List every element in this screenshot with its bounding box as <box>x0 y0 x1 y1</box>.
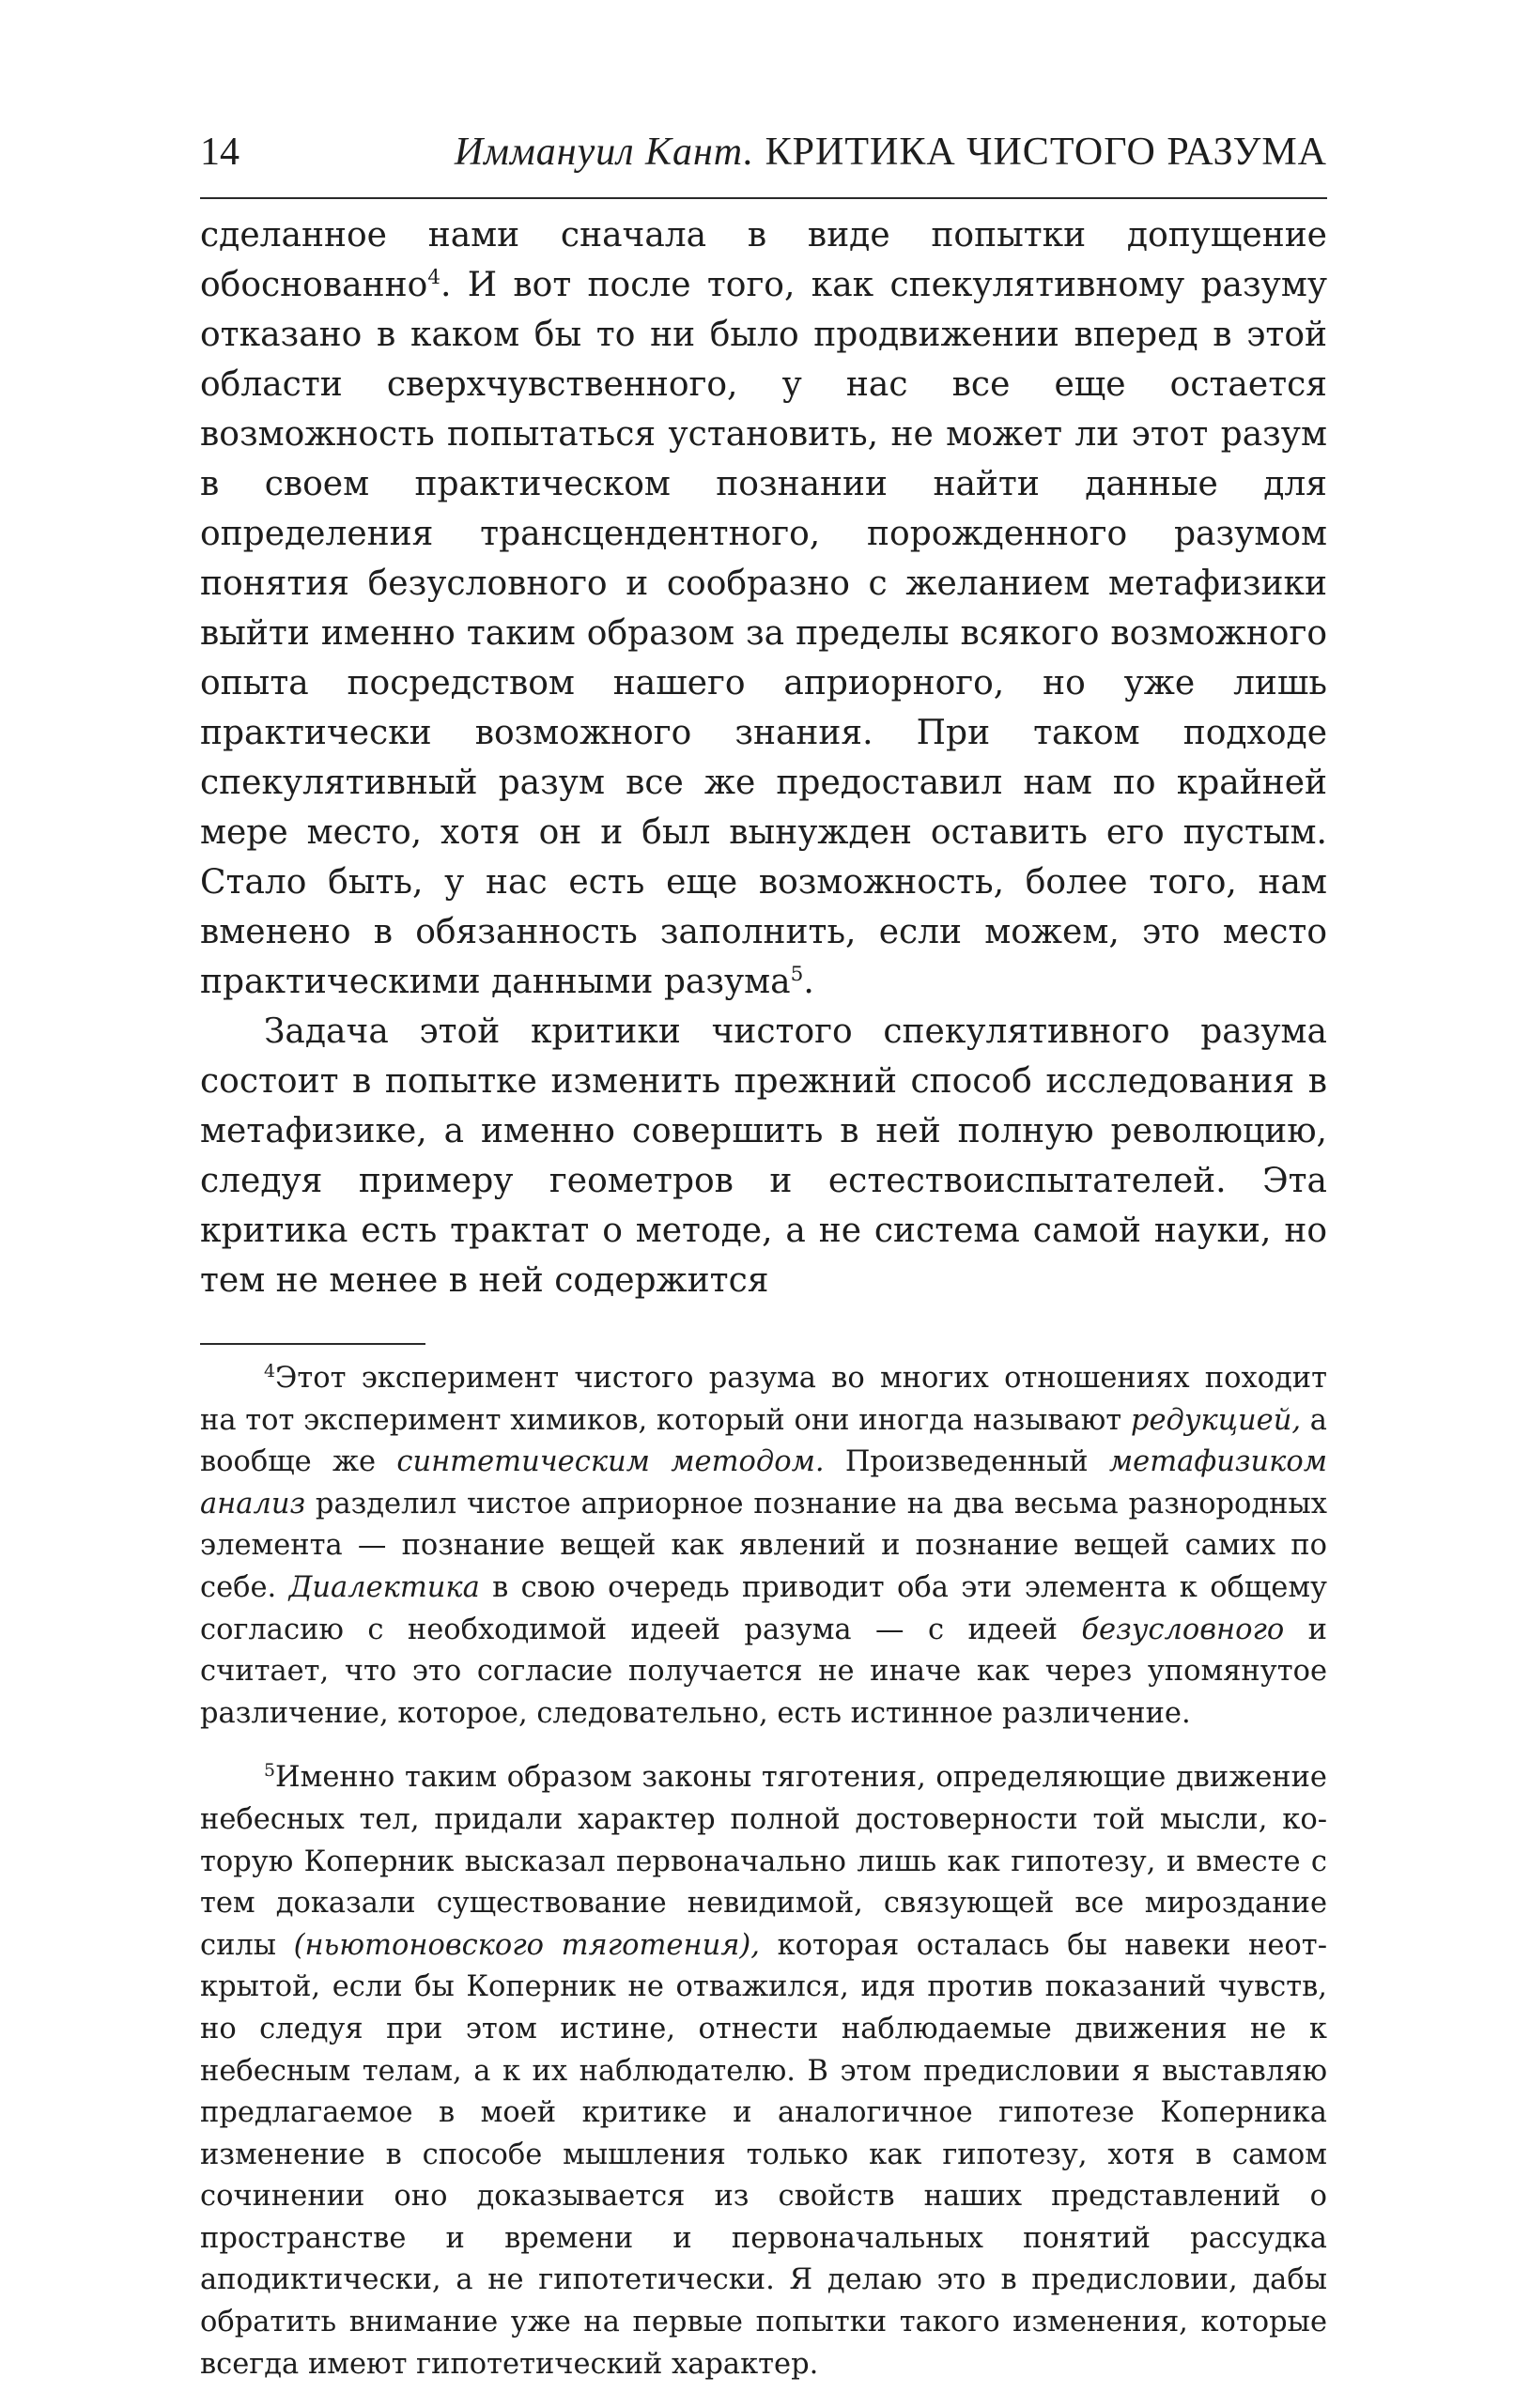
running-head-author: Иммануил Кант. <box>454 131 755 174</box>
footnote-4-text-c: Произведенный <box>824 1445 1109 1479</box>
footnote-5-italic-1: (ньютоновского тяготения), <box>293 1928 760 1962</box>
page-content <box>200 122 1327 2408</box>
footnote-ref-4[interactable]: 4 <box>427 266 440 289</box>
paragraph-1-end: . <box>803 963 814 1001</box>
footnotes <box>200 1358 1327 2385</box>
paragraph-2: Задача этой критики чистого спекулятивного разума состоит в попытке изменить прежний способ исследования в метафизике, а именно совершить в ней полную революцию, следуя примеру геометров и естествоиспытателей. Эта критика есть трактат о методе, а не система самой науки, но тем не менее в ней содержится <box>200 1012 1327 1300</box>
footnote-4-text-d: разделил чистое априорное познание на два весьма разнородных элемента — познание вещей как явлений и познание вещей самих по себе. <box>200 1487 1327 1604</box>
page-number: 14 <box>200 131 240 174</box>
main-text <box>200 210 1327 1305</box>
footnote-4-italic-4: Диалектика <box>288 1570 480 1604</box>
running-head <box>200 122 1327 199</box>
footnote-4-marker: 4 <box>264 1360 276 1382</box>
footnote-5 <box>200 1757 1327 2385</box>
footnote-4-text-a: Этот эксперимент чистого разума во многих отношениях походит на тот эксперимент химиков, который они иногда называют <box>200 1362 1327 1437</box>
footnote-5-text-a: Именно таким образом законы тяготения, определяющие движение небесных тел, придали характер полной достоверности той мысли, которую Коперник высказал первоначально лишь как гипотезу, и вместе с тем доказали существование невидимой, связующей все мироздание силы <box>200 1761 1327 1962</box>
paragraph-1-rest: . И вот после того, как спекулятивному разуму отказано в каком бы то ни было продвижении вперед в этой области сверхчувственного, у нас все еще остается возможность попытаться установить, не может ли этот разум в своем практическом познании найти данные для определения трансцендентного, порожденного разумом понятия безусловного и сообразно с желанием метафизики выйти именно таким образом за пределы всякого возможного опыта посредством нашего априорного, но уже лишь практически возможного знания. При таком подходе спекулятивный разум все же предоставил нам по крайней мере место, хотя он и был вынужден оставить его пустым. Стало быть, у нас есть еще возможность, более того, нам вменено в обязанность заполнить, если можем, это место практическими данными разума <box>200 266 1327 1001</box>
footnote-4 <box>200 1358 1327 1735</box>
footnote-5-text-b: которая осталась бы навеки неоткрытой, если бы Коперник не отважился, идя против показаний чувств, но следуя при этом истине, отнести наблюдаемые движения не к небесным телам, а к их наблюдателю. В этом предисловии я выставляю предлагаемое в моей критике и аналогичное гипотезе Коперника изменение в способе мышления только как гипотезу, хотя в самом сочинении оно доказывается из свойств наших представлений о пространстве и времени и первоначальных понятий рассудка аподиктически, а не гипотетически. Я делаю это в предисловии, дабы обратить внимание уже на первые попытки такого изменения, которые всегда имеют гипотетический характер. <box>200 1928 1327 2381</box>
footnote-4-italic-5: безусловного <box>1081 1613 1285 1646</box>
footnote-4-italic-2: синтетическим методом. <box>396 1445 825 1479</box>
footnote-4-italic-3: метафизиком анализ <box>200 1445 1327 1520</box>
footnote-4-text-b: а вообще же <box>200 1403 1327 1479</box>
paragraph-1-text: сделанное нами сначала в виде попытки допущение обоснованно <box>200 216 1327 304</box>
footnote-5-marker: 5 <box>264 1760 276 1782</box>
footnote-divider <box>200 1343 425 1345</box>
footnote-4-text-f: и считает, что это согласие получается не иначе как через упомянутое различение, которое, следовательно, есть истинное различение. <box>200 1613 1327 1730</box>
paragraph-1 <box>200 210 1327 1007</box>
footnote-4-text-e: в свою очередь приводит оба эти элемента к общему согласию с необходимой идеей разума — с идеей <box>200 1570 1327 1646</box>
running-title <box>455 130 1327 175</box>
footnote-4-italic-1: редукцией, <box>1130 1403 1302 1437</box>
running-head-book-title: КРИТИКА ЧИСТОГО РАЗУМА <box>765 131 1327 174</box>
footnote-ref-5[interactable]: 5 <box>790 963 804 986</box>
